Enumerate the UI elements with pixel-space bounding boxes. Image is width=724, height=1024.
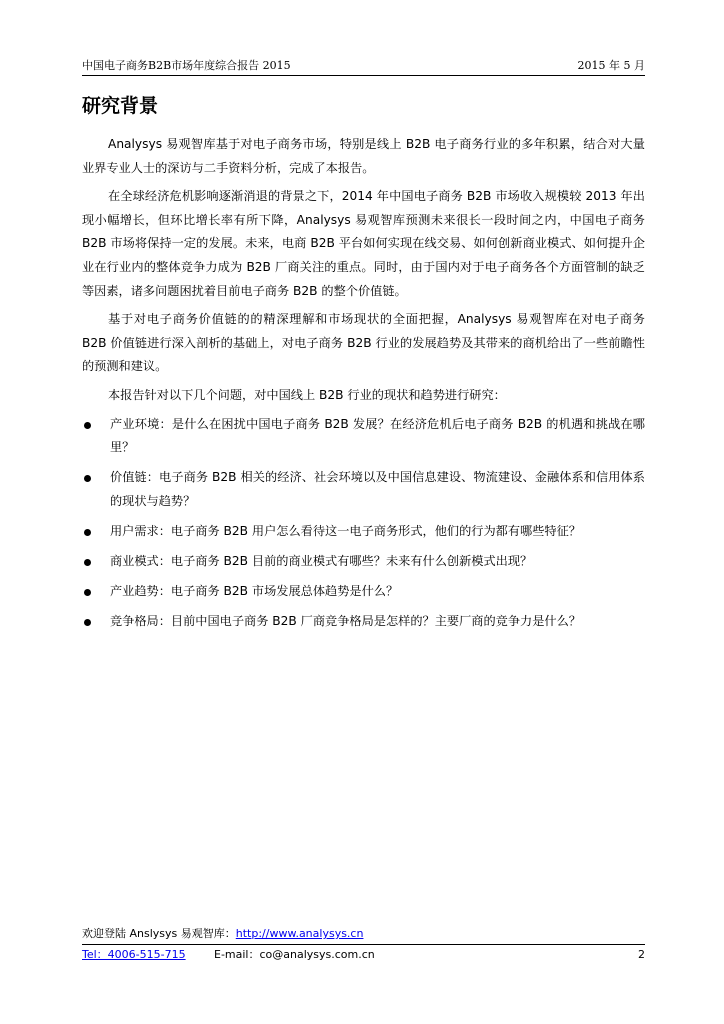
list-item: [82, 520, 645, 544]
telephone-link[interactable]: Tel：4006-515-715: [82, 948, 186, 961]
section-title: 研究背景: [82, 95, 159, 117]
bullet-icon: [84, 475, 91, 482]
page-footer: [82, 947, 645, 963]
footer-welcome-text: 欢迎登陆 Anslysys 易观智库：: [82, 927, 236, 940]
page-number: 2: [638, 948, 645, 961]
body-content: [82, 133, 645, 640]
bullet-icon: [84, 529, 91, 536]
list-item-text: 产业趋势：电子商务 B2B 市场发展总体趋势是什么？: [110, 584, 399, 599]
page-header: [82, 58, 645, 74]
list-item-text: 竞争格局：目前中国电子商务 B2B 厂商竞争格局是怎样的？主要厂商的竞争力是什么？: [110, 614, 581, 629]
list-item: [82, 413, 645, 460]
research-questions-list: [82, 413, 645, 634]
header-date: 2015 年 5 月: [577, 59, 645, 72]
paragraph: 基于对电子商务价值链的的精深理解和市场现状的全面把握，Analysys 易观智库在对电子商务 B2B 价值链进行深入剖析的基础上，对电子商务 B2B 行业的发展趋势及其带来的商机给出了一些前瞻性的预测和建议。: [82, 312, 645, 374]
bullet-icon: [84, 422, 91, 429]
list-item: [82, 610, 645, 634]
list-item-text: 产业环境：是什么在困扰中国电子商务 B2B 发展？在经济危机后电子商务 B2B 的机遇和挑战在哪里？: [110, 416, 645, 455]
bullet-icon: [84, 559, 91, 566]
footer-welcome: [82, 926, 645, 942]
footer-email: E-mail：co@analysys.com.cn: [214, 948, 375, 961]
list-item-text: 用户需求：电子商务 B2B 用户怎么看待这一电子商务形式，他们的行为都有哪些特征？: [110, 523, 581, 538]
header-divider: [82, 75, 645, 76]
bullet-icon: [84, 619, 91, 626]
paragraph: Analysys 易观智库基于对电子商务市场，特别是线上 B2B 电子商务行业的多年积累，结合对大量业界专业人士的深访与二手资料分析，完成了本报告。: [82, 137, 645, 175]
header-report-title: 中国电子商务B2B市场年度综合报告 2015: [82, 59, 291, 72]
website-link[interactable]: http://www.analysys.cn: [235, 927, 364, 940]
list-item: [82, 580, 645, 604]
list-item-text: 商业模式：电子商务 B2B 目前的商业模式有哪些？未来有什么创新模式出现？: [110, 554, 533, 568]
list-item-text: 价值链：电子商务 B2B 相关的经济、社会环境以及中国信息建设、物流建设、金融体系和信用体系的现状与趋势？: [110, 470, 645, 508]
footer-divider: [82, 944, 645, 945]
paragraph: 本报告针对以下几个问题，对中国线上 B2B 行业的现状和趋势进行研究：: [108, 387, 506, 402]
bullet-icon: [84, 589, 91, 596]
list-item: [82, 550, 645, 574]
list-item: [82, 466, 645, 513]
paragraph: 在全球经济危机影响逐渐消退的背景之下，2014 年中国电子商务 B2B 市场收入规模较 2013 年出现小幅增长，但环比增长率有所下降，Analysys 易观智库预测未来很长一段时间之内，中国电子商务 B2B 市场将保持一定的发展。未来，电商 B2B 平台如何实现在线交易、如何创新商业模式、如何提升企业在行业内的整体竞争力成为 B2B 厂商关注的重点。同时，由于国内对于电子商务各个方面管制的缺乏等因素，诸多问题困扰着目前电子商务 B2B 的整个价值链。: [82, 189, 645, 298]
